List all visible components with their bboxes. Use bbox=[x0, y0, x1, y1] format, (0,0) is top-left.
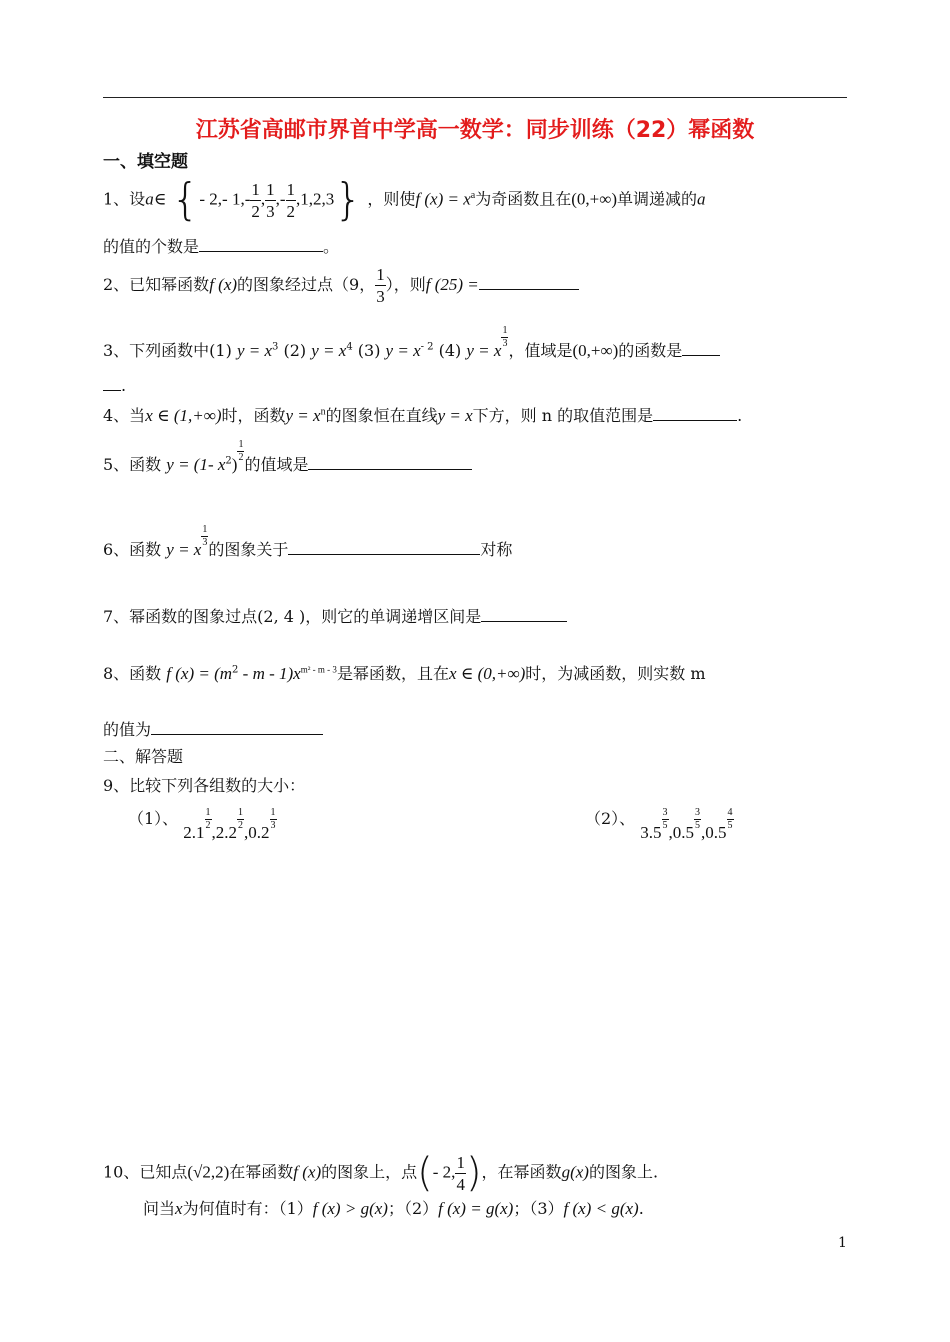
q7-text: 7、幂函数的图象过点(2, 4 )，则它的单调递增区间是 bbox=[103, 607, 482, 626]
q3-label-4: (4) bbox=[438, 341, 462, 360]
q8-exponent: m² - m - 3 bbox=[300, 664, 337, 675]
q3-expr-4: y = x bbox=[466, 341, 502, 360]
q5-exponent: $\frac{1}{2}$ bbox=[238, 439, 244, 463]
q10-gx: g(x) bbox=[561, 1162, 589, 1182]
q2-fx: f (x) bbox=[209, 275, 238, 294]
q1-end: 。 bbox=[323, 237, 340, 256]
q4-condition: x ∈ (1,+∞) bbox=[145, 406, 222, 425]
q6-prefix: 6、函数 bbox=[103, 540, 162, 559]
q4-function: y = x bbox=[285, 406, 321, 425]
q5-end: 的值域是 bbox=[244, 455, 309, 474]
q10-fx: f (x) bbox=[293, 1162, 322, 1182]
q1-line2: 的值的个数是 bbox=[103, 237, 200, 256]
q3-expr-2: y = x bbox=[311, 341, 347, 360]
q5-answer-blank[interactable] bbox=[308, 455, 472, 470]
q3-expr-4-exponent: $\frac{1}{3}$ bbox=[502, 325, 508, 349]
q1-prefix: 1、设 bbox=[103, 189, 146, 209]
page-number: 1 bbox=[838, 1235, 847, 1251]
q4-mid2: 的图象恒在直线 bbox=[325, 406, 438, 425]
q1-fraction-3: $\frac{1}{2}$ bbox=[286, 179, 296, 221]
q1-fraction-1: $\frac{1}{2}$ bbox=[251, 179, 260, 221]
q10-condition-2: f (x) = g(x) bbox=[438, 1199, 514, 1218]
top-rule bbox=[103, 97, 847, 98]
q10-point-2: - 2, bbox=[432, 1162, 456, 1182]
question-5: 5、函数 y = (1- $x^2$) $\frac{1}{2}$ 的值域是 bbox=[103, 440, 472, 475]
question-3-line-2 bbox=[103, 376, 126, 395]
q6-exponent: $\frac{1}{3}$ bbox=[202, 524, 208, 548]
question-2 bbox=[103, 266, 579, 305]
q8-answer-blank[interactable] bbox=[151, 720, 323, 735]
q4-line: y = x bbox=[437, 406, 473, 425]
q2-mid2: ），则 bbox=[385, 275, 426, 294]
q8-function: f (x) = (m bbox=[166, 664, 233, 683]
q3-expr-1: y = x bbox=[236, 341, 273, 360]
left-brace: { bbox=[171, 174, 200, 225]
question-4: 4、当x ∈ (1,+∞)时，函数$y = x^n$的图象恒在直线y = x下方，则 n 的取值范围是 . bbox=[103, 406, 743, 425]
q10-mid3: ，在幂函数 bbox=[481, 1162, 562, 1182]
q10-mid: 在幂函数 bbox=[229, 1162, 294, 1182]
q3-dot: . bbox=[121, 376, 127, 395]
q10-fraction: $\frac{1}{4}$ bbox=[456, 1152, 465, 1194]
q7-answer-blank[interactable] bbox=[481, 607, 567, 622]
q1-fx: f (x) = x bbox=[415, 189, 471, 209]
q4-answer-blank[interactable] bbox=[653, 406, 737, 421]
q2-fraction: $\frac{1}{3}$ bbox=[376, 265, 385, 306]
q10-end: 的图象上. bbox=[588, 1162, 659, 1182]
page-title: 江苏省高邮市界首中学高一数学：同步训练（22）幂函数 bbox=[195, 118, 755, 143]
q8-line2: 的值为 bbox=[103, 720, 152, 739]
q10-point-1: (√2,2) bbox=[187, 1162, 230, 1182]
q2-answer-blank[interactable] bbox=[479, 275, 579, 290]
question-10-line-2: 问当x为何值时有：（1）f (x) > g(x)；（2）f (x) = g(x)；（3）f (x) < g(x). bbox=[143, 1199, 644, 1218]
q2-prefix: 2、已知幂函数 bbox=[103, 275, 210, 294]
question-7 bbox=[103, 604, 567, 627]
q1-mid3: 单调递减的 bbox=[617, 189, 698, 209]
question-1: 1、设a∈ {- 2,- 1,- $\frac{1}{2}$ , $\frac{1}{3}$ ,- $\frac{1}{2}$ ,1,2,3} ，则使f $(x) = x^a$为奇函数且在(0,+∞)单调递减的a bbox=[103, 174, 706, 225]
q1-mid: ，则使 bbox=[367, 189, 416, 209]
q1-interval: (0,+∞) bbox=[571, 189, 617, 209]
question-3: 3、下列函数中(1) $y = x^3$ (2) $y = x^4$ (3) $y = x^{- 2}$ (4) y = x $\frac{1}{3}$ ，值域是(0,+∞)的函数是 bbox=[103, 326, 720, 361]
q10-left-paren: ( bbox=[417, 1150, 433, 1196]
q2-mid: 的图象经过点（9， bbox=[237, 275, 376, 294]
q4-prefix: 4、当 bbox=[103, 406, 146, 425]
q3-label-2: (2) bbox=[283, 341, 307, 360]
q10-mid2: 的图象上，点 bbox=[321, 1162, 418, 1182]
right-brace: } bbox=[334, 174, 363, 225]
question-8-line-2 bbox=[103, 717, 323, 740]
q3-label-3: (3) bbox=[357, 341, 381, 360]
q9-part1-label: （1）、 bbox=[128, 809, 179, 828]
q1-var: a bbox=[697, 189, 706, 209]
section-fill-in: 一、填空题 bbox=[103, 152, 188, 172]
q3-mid: ，值域是 bbox=[508, 341, 573, 360]
question-9: 9、比较下列各组数的大小： bbox=[103, 776, 306, 795]
q8-condition: x ∈ (0,+∞) bbox=[448, 664, 526, 683]
q1-in: ∈ bbox=[153, 189, 167, 209]
q6-end: 对称 bbox=[480, 540, 513, 559]
q3-expr-3: y = x bbox=[385, 341, 421, 360]
q6-function: y = x bbox=[166, 540, 202, 559]
q4-end: . bbox=[737, 406, 743, 425]
q10-condition-1: f (x) > g(x) bbox=[312, 1199, 388, 1218]
q4-mid: 时，函数 bbox=[221, 406, 286, 425]
q3-answer-blank-continued[interactable] bbox=[103, 376, 121, 391]
question-10 bbox=[103, 1150, 659, 1196]
q3-prefix: 3、下列函数中(1) bbox=[103, 341, 232, 360]
q1-set-b: ,1,2,3 bbox=[296, 189, 335, 209]
q1-exp: a bbox=[470, 190, 476, 202]
question-8: 8、函数 f $(x) = (m^2 - m - 1)x^{m^2 - m - 3}$是幂函数，且在x ∈ (0,+∞)时，为减函数，则实数 m bbox=[103, 664, 706, 683]
q10-right-paren: ) bbox=[465, 1150, 482, 1196]
q5-function: y = (1- x bbox=[166, 455, 226, 474]
q3-end: 的函数是 bbox=[618, 341, 683, 360]
q3-answer-blank[interactable] bbox=[682, 341, 720, 356]
question-6 bbox=[103, 525, 512, 560]
q6-answer-blank[interactable] bbox=[288, 540, 480, 555]
q6-mid: 的图象关于 bbox=[208, 540, 289, 559]
question-1-line-2 bbox=[103, 234, 339, 257]
q10-condition-3: f (x) < g(x) bbox=[563, 1199, 639, 1218]
q5-prefix: 5、函数 bbox=[103, 455, 162, 474]
question-9-part-1: （1）、 2.1 $\frac{1}{2}$ ,2.2 $\frac{1}{2}$ ,0.2 $\frac{1}{3}$ bbox=[128, 807, 276, 842]
q1-mid2: 为奇函数且在 bbox=[475, 189, 572, 209]
q1-fraction-2: $\frac{1}{3}$ bbox=[266, 179, 275, 221]
q3-interval: (0,+∞) bbox=[572, 341, 619, 360]
q8-end: 时，为减函数，则实数 m bbox=[525, 664, 706, 683]
q2-f25: f (25) = bbox=[425, 275, 479, 294]
question-9-part-2: （2）、 3.5 $\frac{3}{5}$ ,0.5 $\frac{3}{5}$ ,0.5 $\frac{4}{5}$ bbox=[585, 807, 733, 842]
q4-mid3: 下方，则 n 的取值范围是 bbox=[472, 406, 654, 425]
q1-var-a: a bbox=[145, 189, 154, 209]
section-answer: 二、解答题 bbox=[103, 747, 184, 766]
q10-prefix: 10、已知点 bbox=[103, 1162, 188, 1182]
q1-answer-blank[interactable] bbox=[199, 237, 323, 252]
q8-prefix: 8、函数 bbox=[103, 664, 162, 683]
q9-part2-label: （2）、 bbox=[585, 809, 636, 828]
q8-mid: 是幂函数，且在 bbox=[336, 664, 449, 683]
q1-set-a: - 2,- 1,- bbox=[199, 189, 251, 209]
